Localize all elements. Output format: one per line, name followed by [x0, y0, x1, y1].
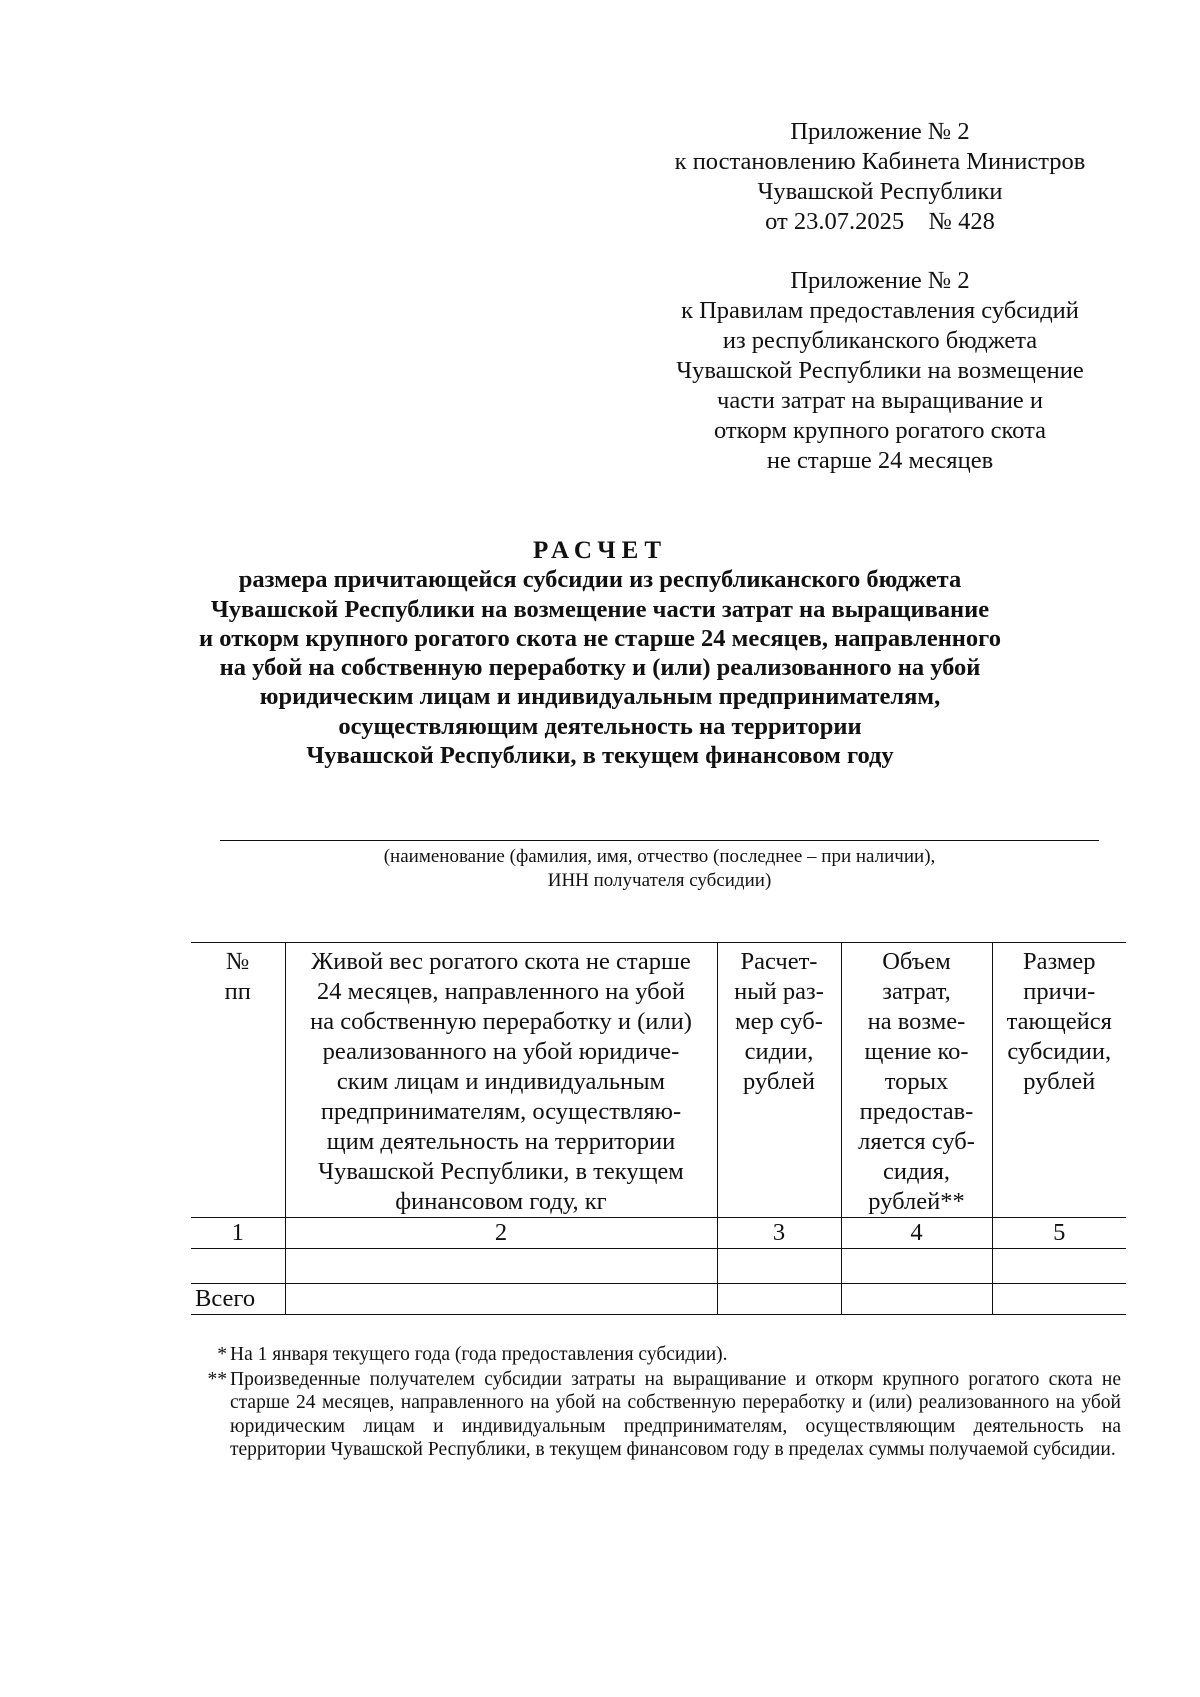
annex-resolution-line: к постановлению Кабинета Министров [674, 148, 1086, 175]
table-cell [717, 1284, 841, 1315]
calculation-table [191, 942, 1126, 1315]
table-cell [717, 1249, 841, 1284]
footnote-text: Произведенные получателем субсидии затраты на выращивание и откорм крупного рогатого скота не старше 24 месяцев, направленного на убой на собственную переработку и (или) реализованного на убой юридическим лицам и индивидуальным предпринимателям, осуществляющим деятельность на территории Чувашской Республики, в текущем финансовом году в пределах суммы получаемой субсидии. [230, 1368, 1121, 1460]
title-heading: РАСЧЕТ [532, 537, 667, 564]
title-line: размера причитающейся субсидии из республиканского бюджета [238, 566, 962, 594]
recipient-fill-line [220, 840, 1099, 841]
table-cell [992, 1249, 1126, 1284]
table-cell [841, 1284, 992, 1315]
annex-resolution-line: Чувашской Республики [757, 178, 1003, 205]
total-label: Всего [191, 1284, 285, 1315]
document-title [170, 536, 1030, 770]
title-line: Чувашской Республики на возмещение части затрат на выращивание [210, 595, 990, 623]
column-number-cell: 3 [717, 1218, 841, 1249]
annex-rules-line: к Правилам предоставления субсидий [681, 297, 1079, 324]
recipient-caption-line: (наименование (фамилия, имя, отчество (последнее – при наличии), [383, 846, 936, 867]
title-line: Чувашской Республики, в текущем финансовом году [306, 742, 894, 770]
footnote-mark: * [217, 1344, 227, 1365]
header-cell-number: № пп [191, 943, 285, 1218]
title-line: осуществляющим деятельность на территории [338, 712, 862, 740]
table-cell [992, 1284, 1126, 1315]
footnote-mark: ** [207, 1368, 227, 1390]
annex-rules-line: Приложение № 2 [790, 267, 970, 294]
column-number-cell: 2 [285, 1218, 717, 1249]
header-cell-subsidy-rate: Расчет- ный раз- мер суб- сидии, рублей [717, 943, 841, 1218]
annex-rules-line: не старше 24 месяцев [766, 447, 994, 474]
total-row [191, 1284, 1126, 1315]
footnote [203, 1343, 1121, 1367]
column-number-cell: 4 [841, 1218, 992, 1249]
table-cell [285, 1284, 717, 1315]
column-number-row [191, 1218, 1126, 1249]
annex-rules-block [660, 266, 1100, 476]
table-cell [191, 1249, 285, 1284]
title-line: юридическим лицам и индивидуальным предпринимателям, [259, 683, 941, 711]
annex-rules-line: части затрат на выращивание и [717, 387, 1043, 414]
footnote [203, 1368, 1121, 1462]
header-cell-subsidy-amount: Размер причи- тающейся субсидии, рублей [992, 943, 1126, 1218]
annex-rules-line: Чувашской Республики на возмещение [676, 357, 1084, 384]
recipient-caption [220, 845, 1099, 893]
recipient-caption-line: ИНН получателя субсидии) [547, 870, 772, 891]
footnotes [203, 1343, 1121, 1462]
annex-rules-line: откорм крупного рогатого скота [714, 417, 1046, 444]
annex-resolution-block [660, 117, 1100, 237]
column-number-cell: 1 [191, 1218, 285, 1249]
table-cell [285, 1249, 717, 1284]
header-cell-live-weight: Живой вес рогатого скота не старше 24 месяцев, направленного на убой на собственную переработку и (или) реализованного на убой юридиче- ским лицам и индивидуальным предпринимателям, осуществляю- щим деятельность на территории Чувашской Республики, в текущем финансовом году, кг [285, 943, 717, 1218]
annex-rules-line: из республиканского бюджета [722, 327, 1038, 354]
column-number-cell: 5 [992, 1218, 1126, 1249]
table-cell [841, 1249, 992, 1284]
title-line: и откорм крупного рогатого скота не старше 24 месяцев, направленного [199, 624, 1001, 652]
table-header-row [191, 943, 1126, 1218]
footnote-text: На 1 января текущего года (года предоставления субсидии). [230, 1344, 728, 1365]
annex-resolution-date-number: от 23.07.2025 № 428 [765, 208, 995, 235]
table-row [191, 1249, 1126, 1284]
header-cell-costs-volume: Объем затрат, на возме- щение ко- торых предостав- ляется суб- сидия, рублей** [841, 943, 992, 1218]
annex-resolution-line: Приложение № 2 [790, 118, 970, 145]
title-line: на убой на собственную переработку и (или) реализованного на убой [219, 654, 981, 682]
